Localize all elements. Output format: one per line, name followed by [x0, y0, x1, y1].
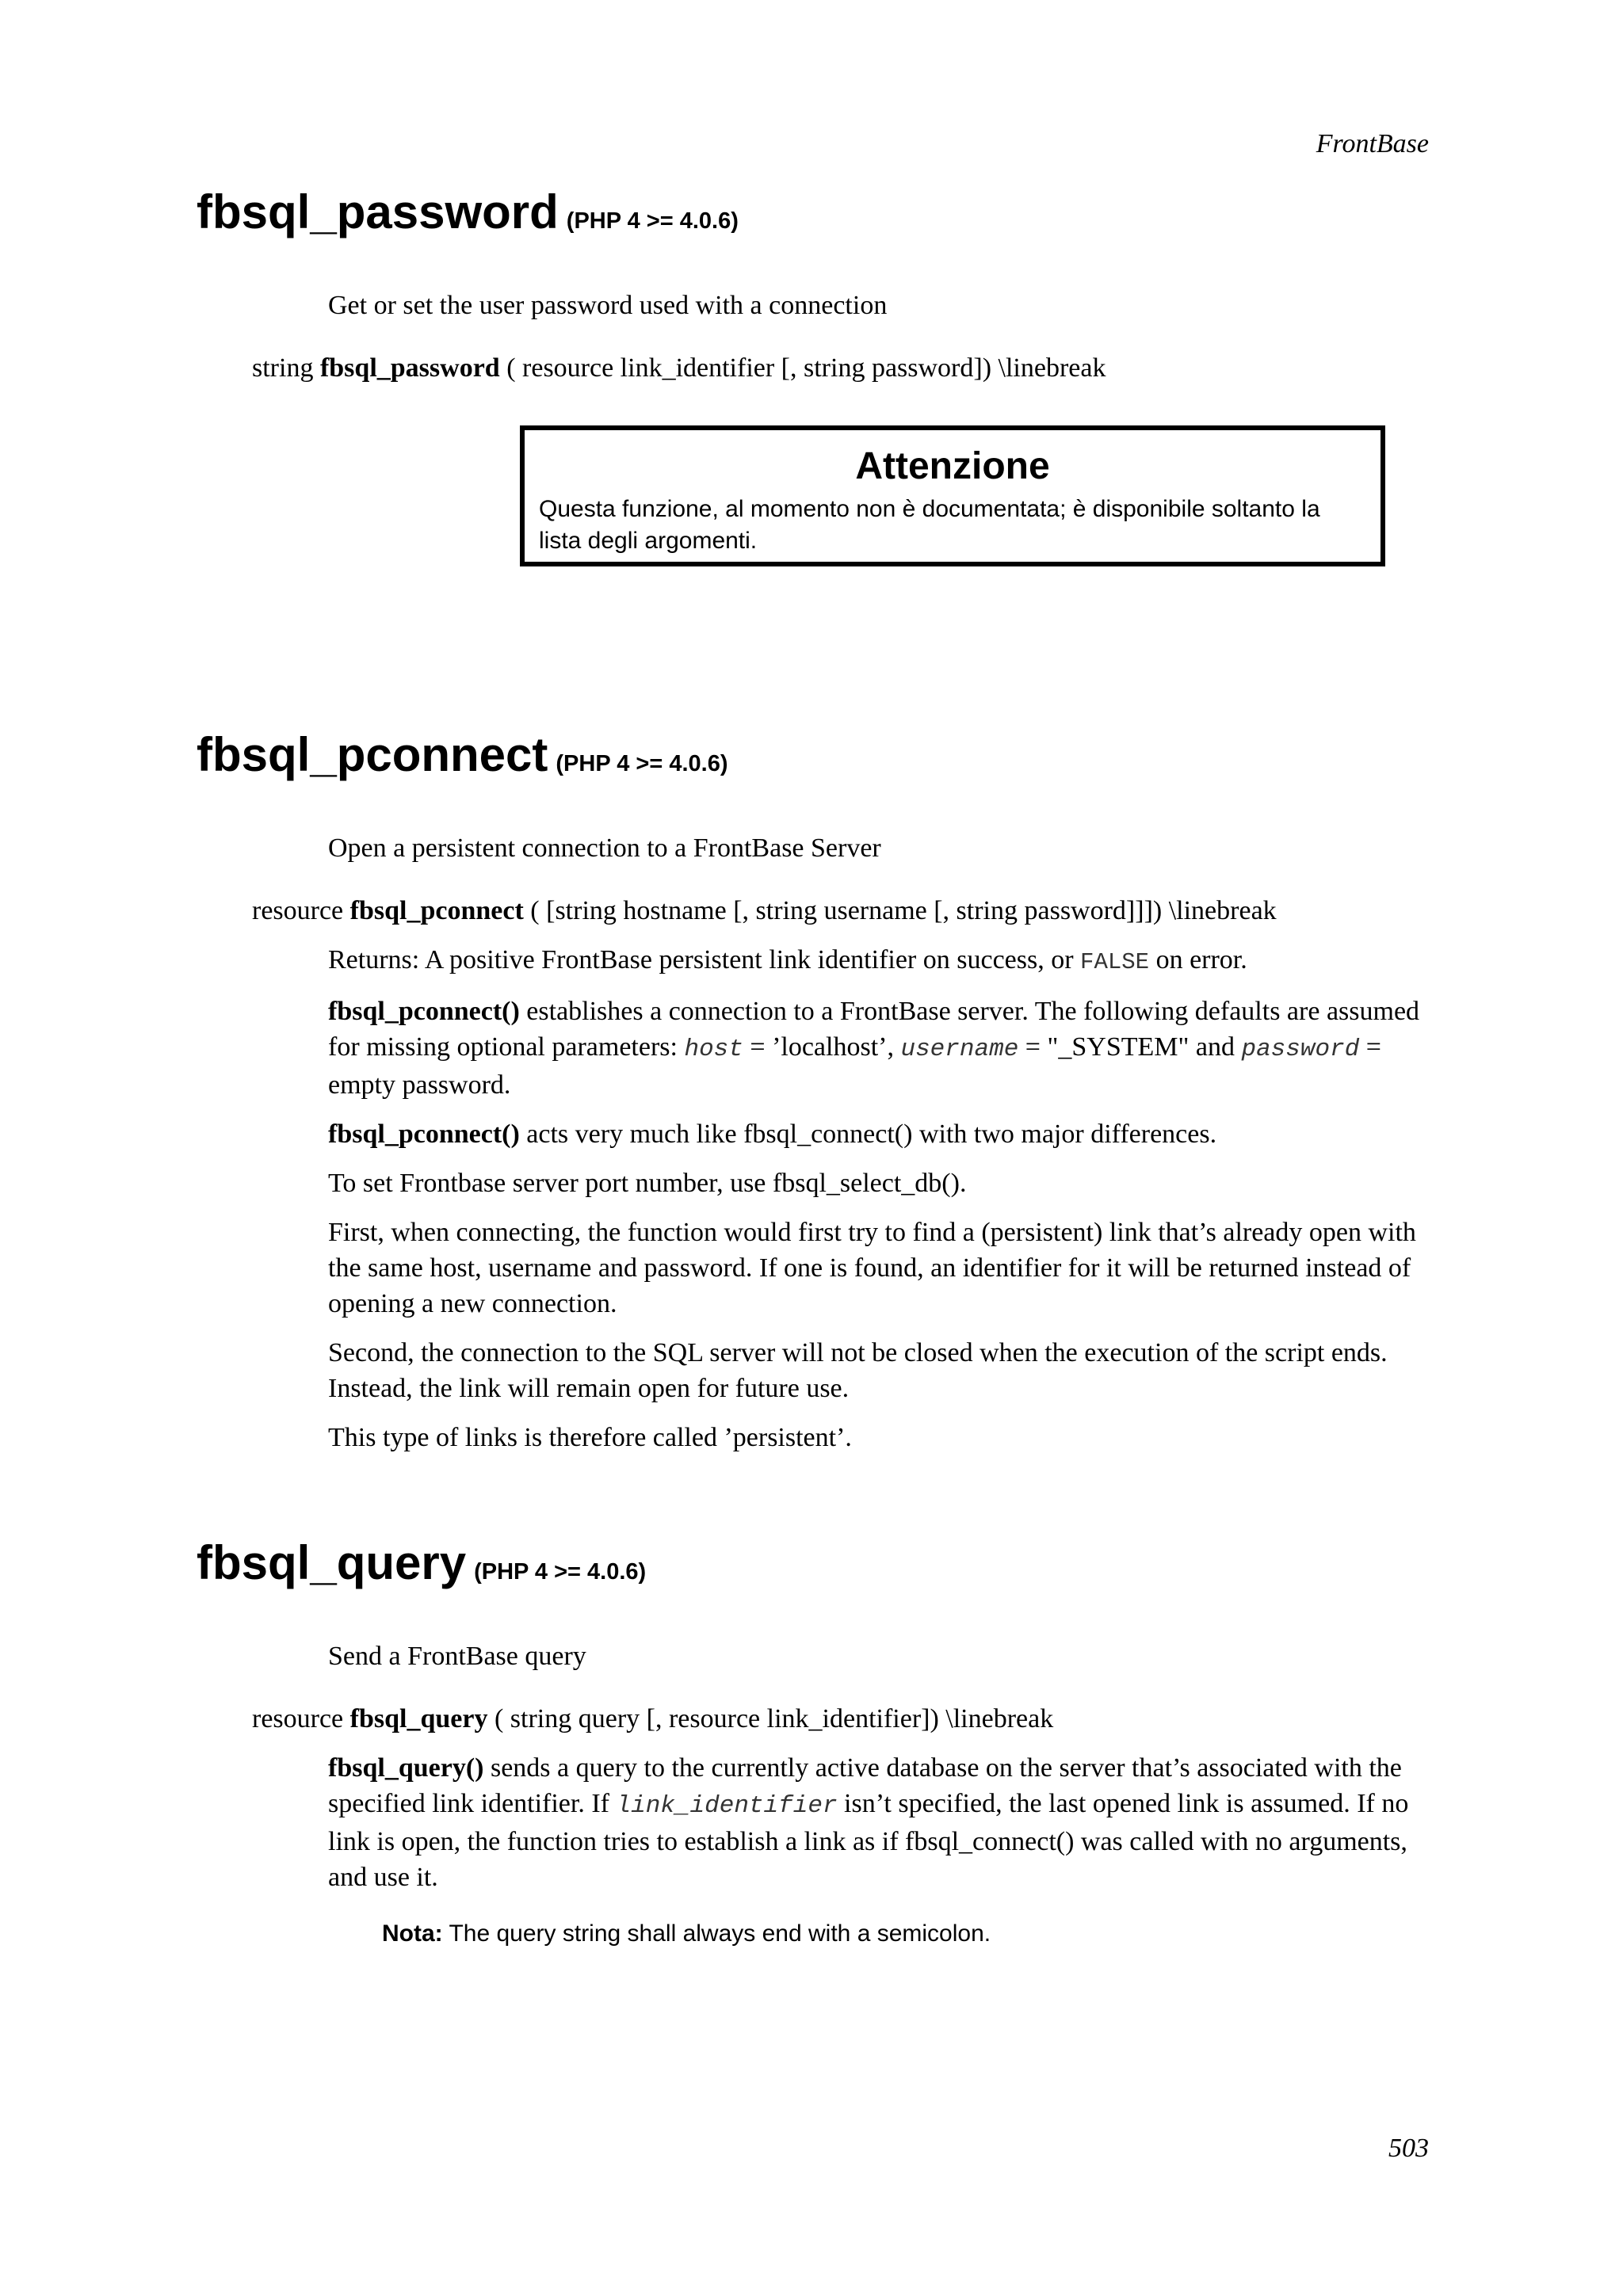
synopsis-return-type: string: [252, 353, 314, 383]
function-heading: [197, 181, 1433, 254]
false-literal: FALSE: [1080, 949, 1150, 975]
warning-title: Attenzione: [855, 445, 1050, 487]
description-paragraph: First, when connecting, the function would first try to find a (persistent) link that’s already open with the same host, username and password. If one is found, an identifier for it will be returned instead of opening a new connection.: [328, 1218, 1416, 1318]
synopsis-function-name: fbsql_password: [319, 353, 500, 383]
warning-text: Questa funzione, al momento non è documentata; è disponibile soltanto la lista degli argomenti.: [539, 496, 1320, 554]
section-fbsql-query: [197, 1531, 1433, 1991]
synopsis-return-type: resource: [252, 1704, 344, 1733]
function-heading: [197, 723, 1433, 797]
description-paragraph: fbsql_pconnect() establishes a connection to a FrontBase server. The following defaults are assumed for missing optional parameters: host = ’localhost’, username = "_SYSTEM" and password = empty password.: [328, 997, 1420, 1100]
function-synopsis: [252, 350, 1106, 387]
description-paragraph: To set Frontbase server port number, use fbsql_select_db().: [328, 1169, 967, 1198]
function-synopsis: [252, 893, 1277, 929]
page-number: 503: [1388, 2134, 1429, 2163]
function-purpose: Send a FrontBase query: [328, 1642, 586, 1671]
description-paragraph: Second, the connection to the SQL server will not be closed when the execution of the script ends. Instead, the link will remain open for future use.: [328, 1338, 1388, 1403]
synopsis-arguments: ( [string hostname [, string username [, string password]]]) \linebreak: [530, 896, 1277, 925]
description-paragraph: This type of links is therefore called ’persistent’.: [328, 1423, 852, 1452]
function-reference: fbsql_pconnect(): [328, 1119, 520, 1149]
synopsis-function-name: fbsql_query: [349, 1704, 488, 1733]
function-title: fbsql_query: [197, 1536, 467, 1589]
synopsis-return-type: resource: [252, 896, 344, 925]
function-synopsis: [252, 1701, 1053, 1737]
parameter-username: username: [900, 1035, 1019, 1063]
function-purpose: Get or set the user password used with a connection: [328, 291, 888, 320]
function-reference: fbsql_pconnect(): [328, 997, 520, 1026]
running-header: FrontBase: [1316, 129, 1429, 158]
parameter-host: host: [684, 1035, 743, 1063]
description-paragraph: fbsql_pconnect() acts very much like fbsql_connect() with two major differences.: [328, 1119, 1217, 1149]
parameter-link-identifier: link_identifier: [616, 1792, 838, 1820]
function-title: fbsql_pconnect: [197, 728, 548, 781]
function-version: (PHP 4 >= 4.0.6): [566, 208, 739, 234]
function-version: (PHP 4 >= 4.0.6): [556, 751, 728, 776]
function-heading: [197, 1531, 1433, 1605]
warning-box: [520, 425, 1385, 566]
note: [382, 1918, 991, 1950]
synopsis-arguments: ( resource link_identifier [, string password]) \linebreak: [506, 353, 1106, 383]
section-fbsql-pconnect: [197, 723, 1433, 1468]
function-description: [328, 942, 1434, 1469]
function-purpose: Open a persistent connection to a FrontBase Server: [328, 833, 881, 863]
synopsis-function-name: fbsql_pconnect: [349, 896, 524, 925]
function-version: (PHP 4 >= 4.0.6): [474, 1559, 647, 1585]
note-text: The query string shall always end with a semicolon.: [442, 1920, 991, 1947]
parameter-password: password: [1241, 1035, 1360, 1063]
description-paragraph: fbsql_query() sends a query to the currently active database on the server that’s associated with the specified link identifier. If link_identifier isn’t specified, the last opened link is assumed. If no link is open, the function tries to establish a link as if fbsql_connect() was called with no arguments, and use it.: [328, 1753, 1409, 1892]
function-reference: fbsql_query(): [328, 1753, 484, 1783]
function-description: [328, 1750, 1434, 1909]
function-title: fbsql_password: [197, 185, 559, 238]
synopsis-arguments: ( string query [, resource link_identifier]) \linebreak: [494, 1704, 1054, 1733]
returns-paragraph: Returns: A positive FrontBase persistent link identifier on success, or FALSE on error.: [328, 945, 1247, 975]
note-label: Nota:: [382, 1920, 443, 1947]
